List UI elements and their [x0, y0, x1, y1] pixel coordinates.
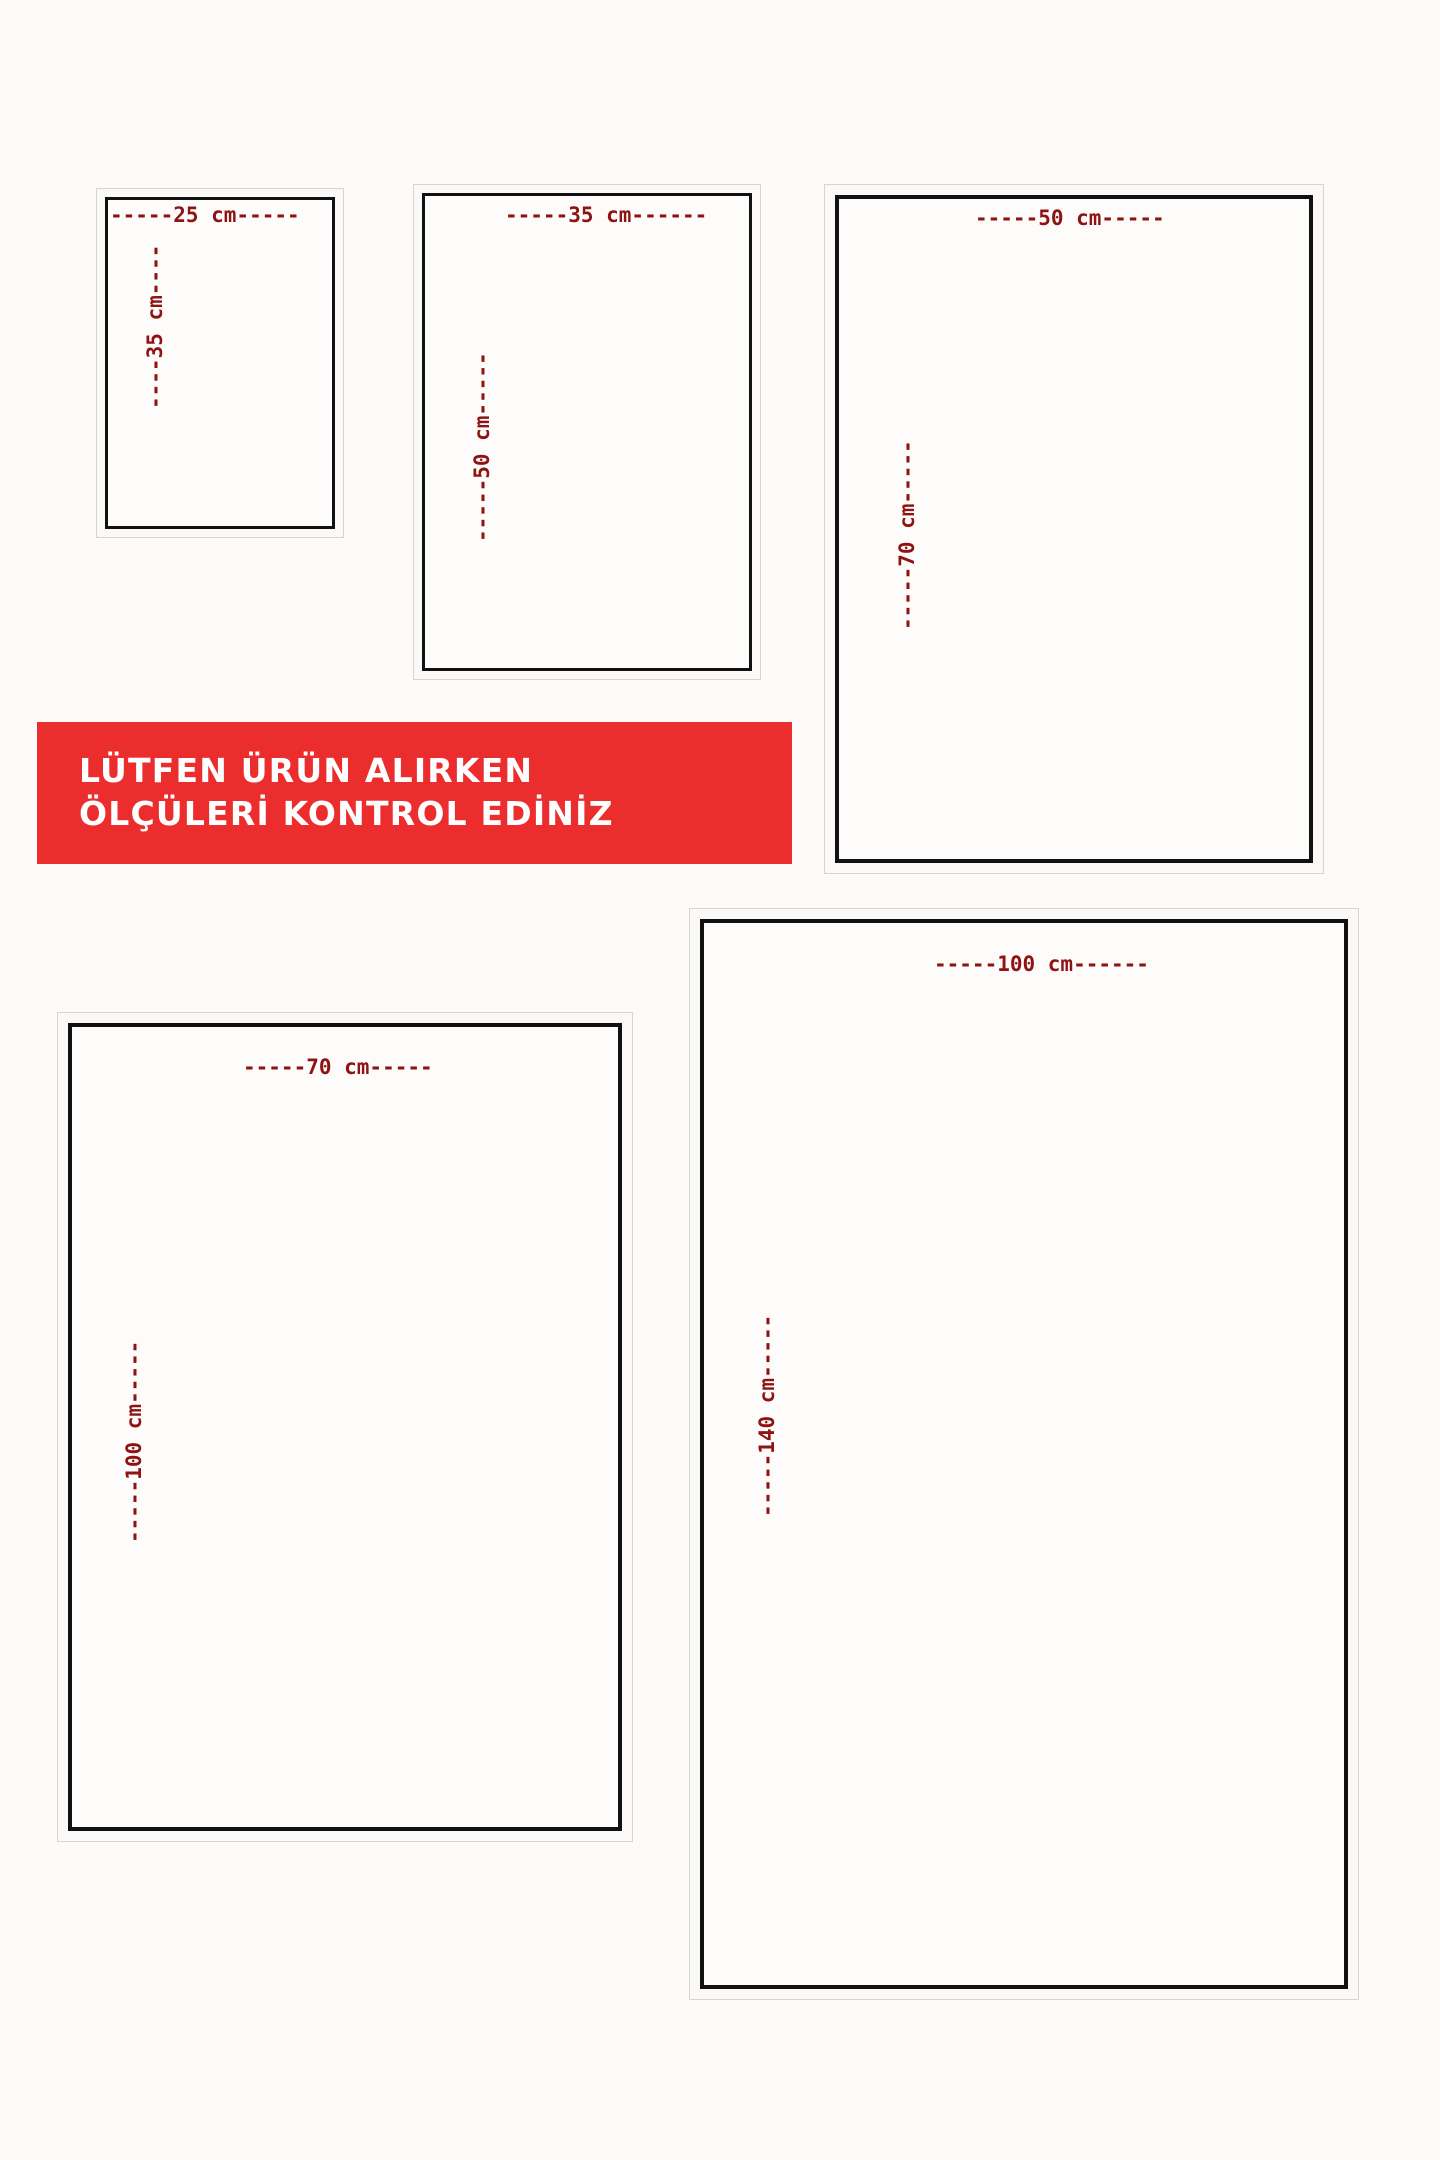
warning-banner-line1: LÜTFEN ÜRÜN ALIRKEN	[79, 751, 534, 791]
frame-70x100-inner	[68, 1023, 622, 1831]
frame-50x70-height-label: -----70 cm-----	[895, 440, 919, 630]
warning-banner	[37, 722, 792, 864]
frame-25x35	[96, 188, 344, 538]
frame-70x100-height-label: -----100 cm-----	[122, 1340, 146, 1543]
frame-35x50-width-label: -----35 cm------	[505, 203, 708, 227]
frame-35x50-height-label: -----50 cm-----	[470, 352, 494, 542]
frame-100x140-inner	[700, 919, 1348, 1989]
frame-25x35-height-label: ----35 cm----	[143, 244, 167, 409]
frame-70x100-width-label: -----70 cm-----	[243, 1055, 433, 1079]
frame-100x140-height-label: -----140 cm-----	[755, 1314, 779, 1517]
frame-25x35-inner	[105, 197, 335, 529]
warning-banner-line2: ÖLÇÜLERİ KONTROL EDİNİZ	[79, 794, 614, 833]
frame-50x70-width-label: -----50 cm-----	[975, 206, 1165, 230]
frame-35x50	[413, 184, 761, 680]
frame-25x35-width-label: -----25 cm-----	[110, 203, 300, 227]
frame-100x140-width-label: -----100 cm------	[934, 952, 1149, 976]
frame-100x140	[689, 908, 1359, 2000]
